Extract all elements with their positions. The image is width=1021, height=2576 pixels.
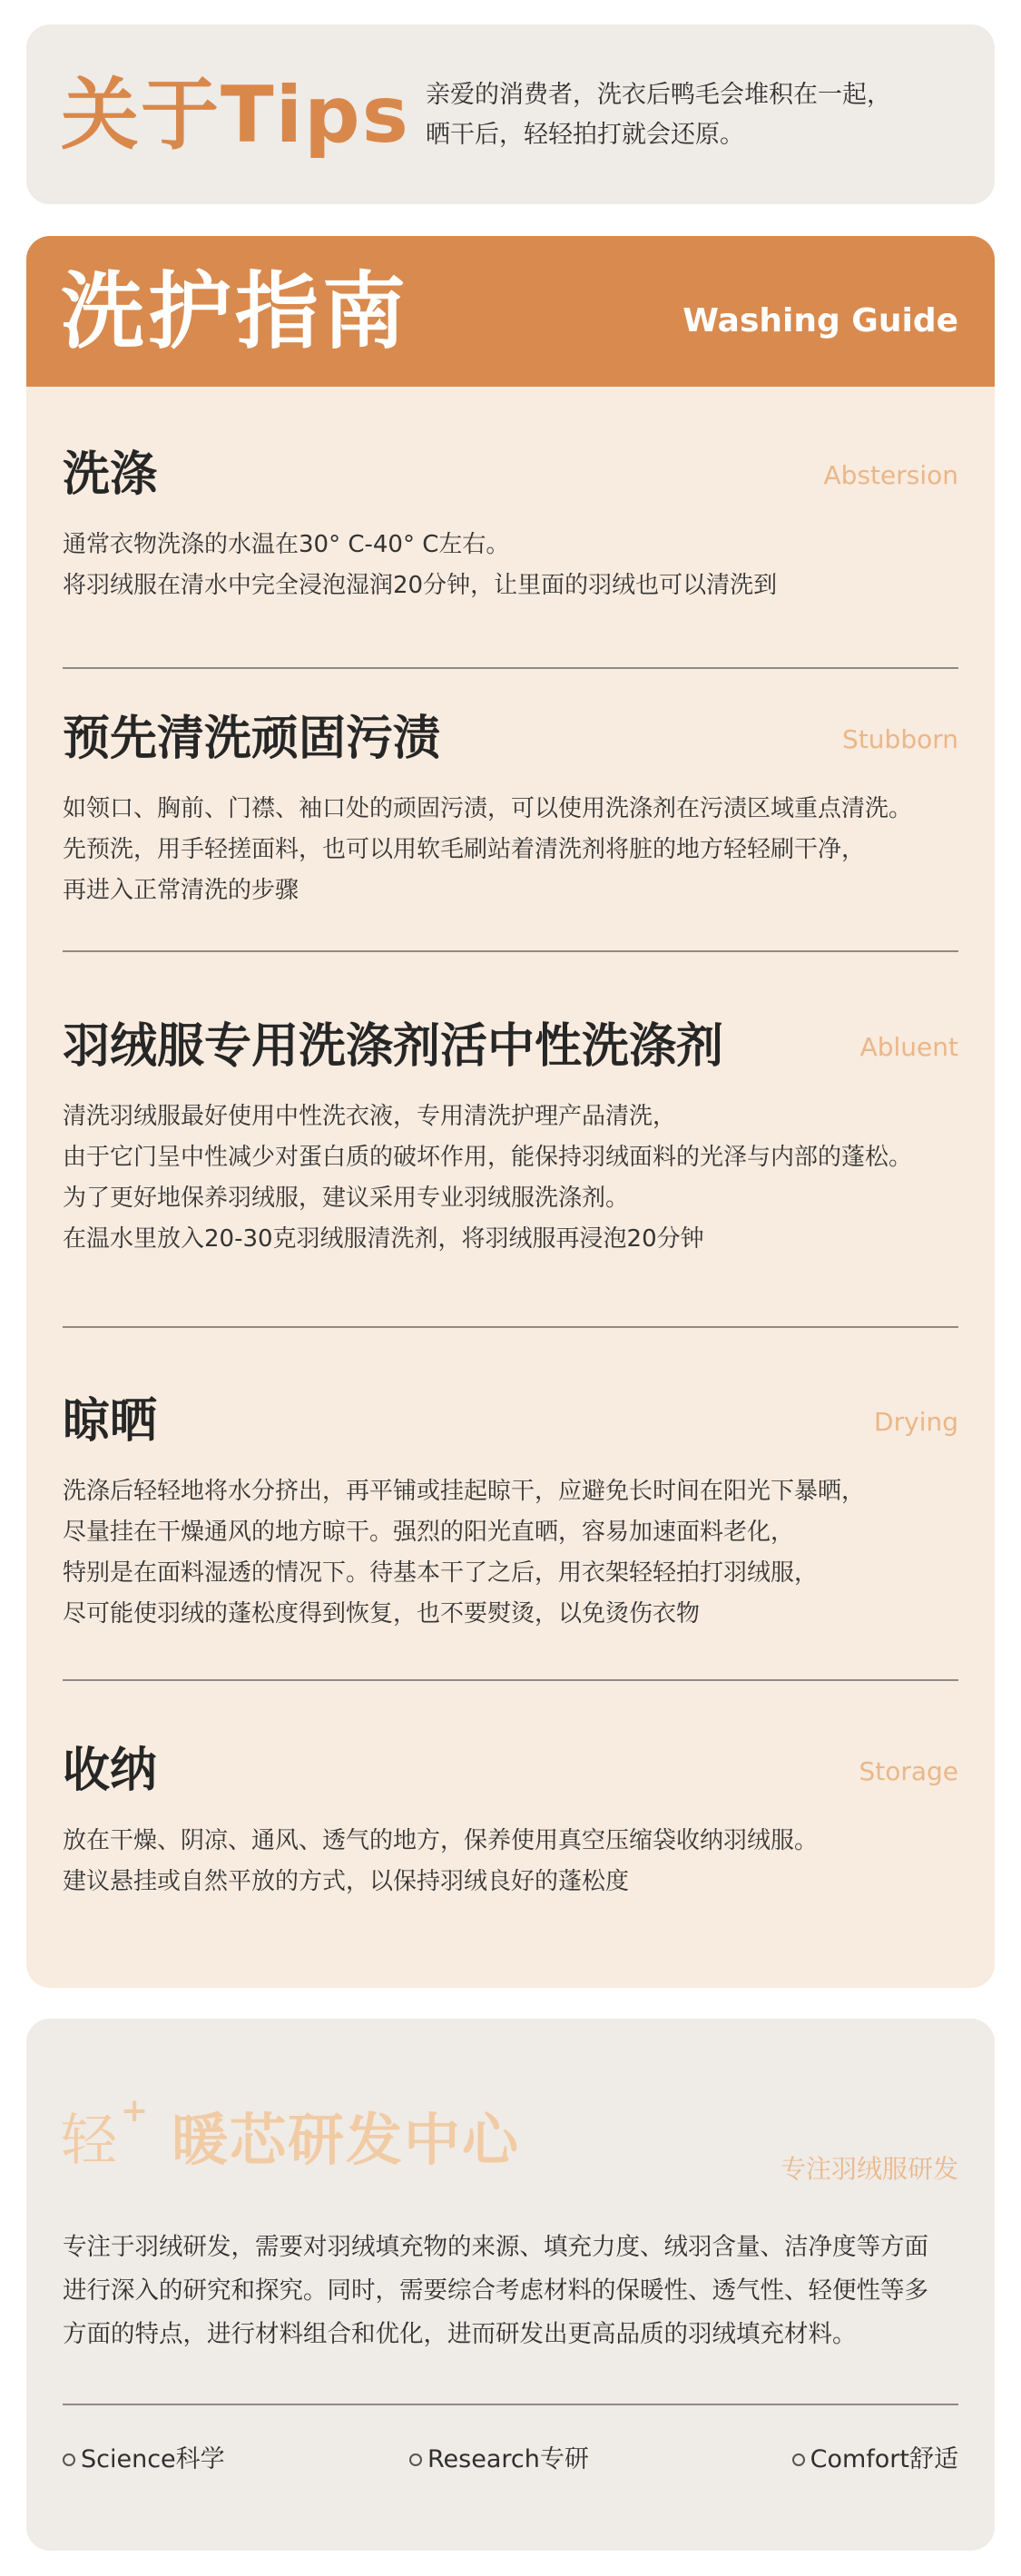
- section-line: 再进入正常清洗的步骤: [63, 877, 299, 904]
- tag-science: [63, 2443, 225, 2476]
- guide-header: [26, 236, 995, 387]
- section-line: 在温水里放入20-30克羽绒服清洗剂，将羽绒服再浸泡20分钟: [63, 1225, 704, 1253]
- section-divider: [63, 950, 958, 952]
- section-stubborn: [63, 709, 958, 911]
- center-line: 进行深入的研究和探究。同时，需要综合考虑材料的保暖性、透气性、轻便性等多: [63, 2276, 928, 2305]
- section-divider: [63, 1679, 958, 1681]
- section-body: [63, 1096, 958, 1260]
- tips-line: 亲爱的消费者，洗衣后鸭毛会堆积在一起，: [426, 81, 891, 109]
- section-line: 将羽绒服在清水中完全浸泡湿润20分钟，让里面的羽绒也可以清洗到: [63, 572, 778, 599]
- section-title: 收纳: [63, 1744, 158, 1798]
- section-line: 洗涤后轻轻地将水分挤出，再平铺或挂起晾干，应避免长时间在阳光下暴晒，: [63, 1478, 866, 1505]
- section-line: 为了更好地保养羽绒服，建议采用专业羽绒服洗涤剂。: [63, 1185, 630, 1212]
- section-abluent: [63, 1017, 958, 1260]
- tips-title: 关于Tips: [61, 70, 410, 161]
- section-title: 晾晒: [63, 1394, 158, 1449]
- tag-label: Comfort舒适: [810, 2445, 958, 2473]
- section-line: 尽量挂在干燥通风的地方晾干。强烈的阳光直晒，容易加速面料老化，: [63, 1519, 795, 1546]
- guide-subtitle: Washing Guide: [682, 302, 958, 339]
- tag-label: Science科学: [81, 2445, 225, 2473]
- brand-logo: 轻: [61, 2107, 118, 2173]
- center-description: [63, 2226, 961, 2356]
- section-line: 先预洗，用手轻搓面料，也可以用软毛刷站着清洗剂将脏的地方轻轻刷干净，: [63, 836, 866, 863]
- section-line: 如领口、胸前、门襟、袖口处的顽固污渍，可以使用洗涤剂在污渍区域重点清洗。: [63, 795, 913, 822]
- tag-comfort: [792, 2443, 958, 2476]
- guide-title: 洗护指南: [61, 263, 410, 360]
- center-line: 方面的特点，进行材料组合和优化，进而研发出更高品质的羽绒填充材料。: [63, 2320, 857, 2348]
- section-drying: [63, 1391, 958, 1635]
- section-body: [63, 1471, 958, 1635]
- section-line: 尽可能使羽绒的蓬松度得到恢复，也不要熨烫，以免烫伤衣物: [63, 1600, 701, 1627]
- section-line: 特别是在面料湿透的情况下。待基本干了之后，用衣架轻轻拍打羽绒服，: [63, 1559, 819, 1587]
- center-title: 暖芯研发中心: [172, 2107, 521, 2173]
- feature-tags: [63, 2443, 958, 2480]
- section-title: 预先清洗顽固污渍: [63, 712, 441, 766]
- section-line: 通常衣物洗涤的水温在30° C-40° C左右。: [63, 531, 510, 558]
- center-line: 专注于羽绒研发，需要对羽绒填充物的来源、填充力度、绒羽含量、洁净度等方面: [63, 2233, 928, 2261]
- circle-bullet-icon: [792, 2453, 805, 2466]
- section-line: 由于它门呈中性减少对蛋白质的破坏作用，能保持羽绒面料的光泽与内部的蓬松。: [63, 1144, 913, 1171]
- section-divider: [63, 1326, 958, 1328]
- section-body: [63, 525, 958, 606]
- section-english-title: Abstersion: [823, 460, 958, 490]
- brand-logo-plus: +: [121, 2092, 149, 2129]
- center-divider: [63, 2404, 958, 2405]
- center-subtitle: 专注羽绒服研发: [780, 2154, 958, 2184]
- section-title: 洗涤: [63, 447, 158, 502]
- circle-bullet-icon: [63, 2453, 75, 2466]
- section-storage: [63, 1741, 958, 1903]
- section-english-title: Stubborn: [842, 724, 958, 754]
- rd-center-card: [26, 2019, 995, 2551]
- tag-research: [409, 2443, 589, 2476]
- tag-label: Research专研: [427, 2445, 589, 2473]
- section-body: [63, 789, 958, 911]
- section-english-title: Storage: [859, 1756, 958, 1786]
- washing-guide-card: [26, 236, 995, 1988]
- tips-card: [26, 25, 995, 204]
- circle-bullet-icon: [409, 2453, 422, 2466]
- tips-text: [426, 75, 970, 155]
- section-line: 建议悬挂或自然平放的方式，以保持羽绒良好的蓬松度: [63, 1868, 630, 1895]
- section-abstersion: [63, 445, 958, 606]
- section-english-title: Abluent: [859, 1032, 958, 1062]
- tips-line: 晒干后，轻轻拍打就会还原。: [426, 121, 744, 149]
- section-title: 羽绒服专用洗涤剂活中性洗涤剂: [63, 1019, 724, 1074]
- section-line: 清洗羽绒服最好使用中性洗衣液，专用清洗护理产品清洗，: [63, 1103, 677, 1130]
- section-body: [63, 1821, 958, 1903]
- section-line: 放在干燥、阴凉、通风、透气的地方，保养使用真空压缩袋收纳羽绒服。: [63, 1827, 819, 1854]
- section-divider: [63, 667, 958, 669]
- section-english-title: Drying: [874, 1407, 958, 1437]
